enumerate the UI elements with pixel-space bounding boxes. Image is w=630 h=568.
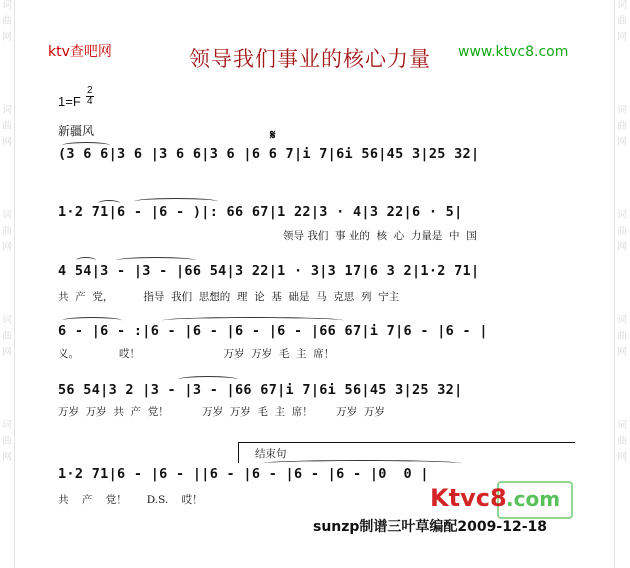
key-signature: 1=F: [58, 94, 81, 109]
score-row-5-lyrics: 万岁 万岁 共 产 党！ 万岁 万岁 毛 主 席！ 万岁 万岁: [58, 406, 385, 418]
tie-mark: [178, 376, 238, 383]
tie-mark: [62, 317, 122, 324]
score-row-4-notes: 6 - |6 - :|6 - |6 - |6 - |6 - |66 67|i 7|6 - |6 - |: [58, 323, 488, 339]
score-row-1-notes: (3 6 6|3 6 |3 6 6|3 6 |6 6 7|i 7|6i 56|45 3|25 32|: [58, 146, 480, 162]
score-row-3-notes: 4 54|3 - |3 - |66 54|3 22|1 · 3|3 17|6 3 2|1·2 71|: [58, 263, 480, 279]
tie-mark: [98, 200, 120, 207]
time-signature-bottom: 4: [87, 96, 93, 107]
svg-text:Ktvc8: Ktvc8: [430, 484, 507, 512]
right-watermark: 词 曲 网 词 曲 网 词 曲 网 词 曲 网 词 曲 网: [617, 0, 627, 463]
tie-mark: [116, 257, 196, 264]
score-row-6-lyrics: 共 产 党！ D.S. 哎！: [58, 494, 203, 506]
tie-mark: [262, 460, 462, 467]
segno-sign: 𝄋: [270, 128, 276, 143]
song-title: 领导我们事业的核心力量: [189, 47, 431, 71]
score-row-2-notes: 1·2 71|6 - |6 - )|: 66 67|1 22|3 · 4|3 22|6 · 5|: [58, 204, 463, 220]
score-row-6-notes: 1·2 71|6 - |6 - ||6 - |6 - |6 - |6 - |0 0 |: [58, 466, 429, 482]
tie-mark: [62, 142, 110, 149]
tie-mark: [134, 198, 218, 205]
ktvc8-logo-stamp: [428, 478, 576, 526]
ending-label: 结束句: [255, 448, 287, 460]
time-signature-top: 2: [87, 85, 93, 96]
score-row-2-lyrics: 领导 我们 事 业的 核 心 力量是 中 国: [283, 230, 477, 242]
tie-mark: [162, 317, 344, 324]
score-row-4-lyrics: 义。 哎！ 万岁 万岁 毛 主 席！: [58, 348, 335, 360]
brand-right-link[interactable]: www.ktvc8.com: [458, 44, 569, 60]
right-border-line: [614, 0, 615, 568]
tie-mark: [76, 257, 96, 264]
svg-text:.com: .com: [506, 487, 561, 511]
arranger-signature: sunzp制谱三叶草编配2009-12-18: [313, 519, 547, 535]
brand-left-link[interactable]: ktv查吧网: [48, 44, 112, 60]
score-row-3-lyrics: 共 产 党， 指导 我们 思想的 理 论 基 础是 马 克思 列 宁主: [58, 291, 400, 303]
time-signature: [86, 86, 94, 107]
left-watermark: 词 曲 网 词 曲 网 词 曲 网 词 曲 网 词 曲 网: [2, 0, 12, 463]
style-label: 新疆风: [58, 124, 95, 138]
score-row-5-notes: 56 54|3 2 |3 - |3 - |66 67|i 7|6i 56|45 3|25 32|: [58, 382, 463, 398]
